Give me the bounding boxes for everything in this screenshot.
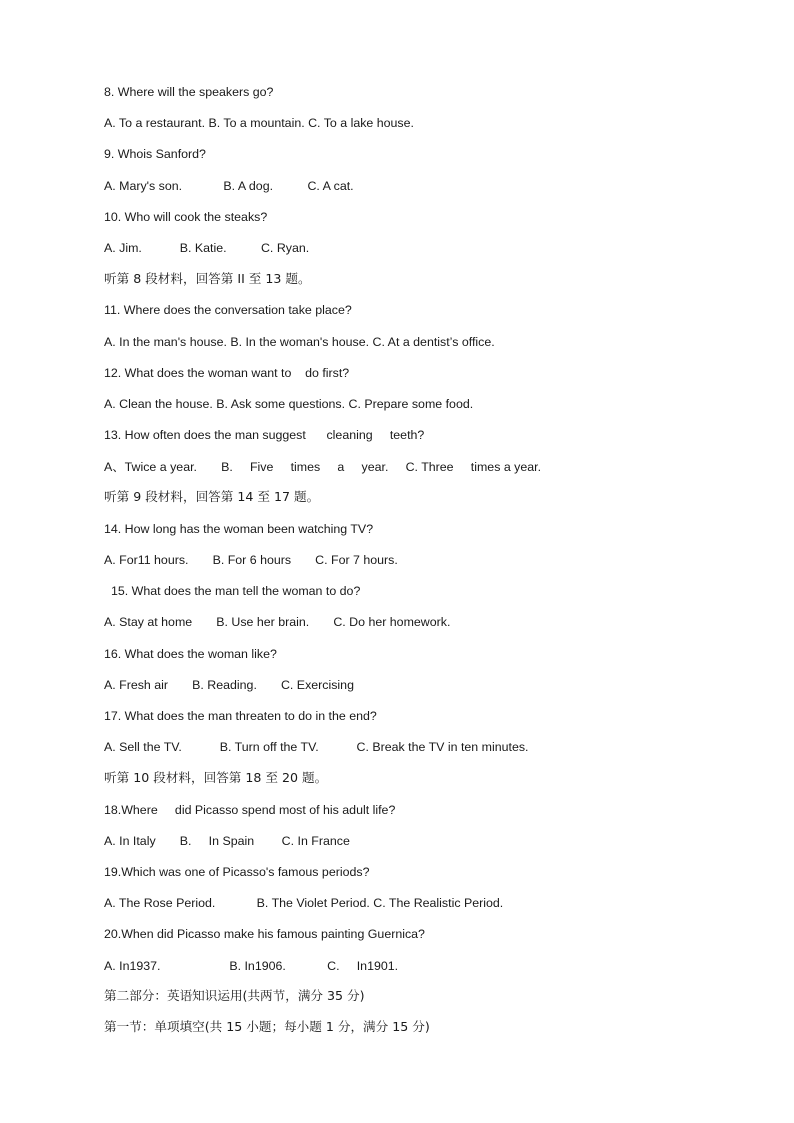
question-12: 12. What does the woman want to do first? — [104, 366, 350, 380]
options-17: A. Sell the TV. B. Turn off the TV. C. Break the TV in ten minutes. — [104, 740, 529, 754]
section-one-heading: 第一节：单项填空(共 15 小题；每小题 1 分，满分 15 分) — [104, 1019, 430, 1034]
question-15: 15. What does the man tell the woman to do? — [111, 584, 361, 598]
question-18: 18.Where did Picasso spend most of his adult life? — [104, 803, 396, 817]
section-instruction-9: 听第 9 段材料，回答第 14 至 17 题。 — [104, 489, 320, 504]
question-14: 14. How long has the woman been watching TV? — [104, 522, 374, 536]
question-19: 19.Which was one of Picasso's famous periods? — [104, 865, 370, 879]
options-10: A. Jim. B. Katie. C. Ryan. — [104, 241, 310, 255]
options-14: A. For11 hours. B. For 6 hours C. For 7 hours. — [104, 553, 398, 567]
options-16: A. Fresh air B. Reading. C. Exercising — [104, 678, 354, 692]
question-16: 16. What does the woman like? — [104, 647, 277, 661]
section-instruction-8: 听第 8 段材料，回答第 II 至 13 题。 — [104, 271, 311, 286]
options-9: A. Mary's son. B. A dog. C. A cat. — [104, 179, 354, 193]
options-20: A. In1937. B. In1906. C. In1901. — [104, 959, 399, 973]
options-19: A. The Rose Period. B. The Violet Period. C. The Realistic Period. — [104, 896, 504, 910]
question-13: 13. How often does the man suggest cleaning teeth? — [104, 428, 425, 442]
question-11: 11. Where does the conversation take place? — [104, 303, 352, 317]
question-10: 10. Who will cook the steaks? — [104, 210, 268, 224]
question-9: 9. Whois Sanford? — [104, 147, 206, 161]
options-12: A. Clean the house. B. Ask some questions. C. Prepare some food. — [104, 397, 474, 411]
options-8: A. To a restaurant. B. To a mountain. C. To a lake house. — [104, 116, 414, 130]
options-11: A. In the man's house. B. In the woman's house. C. At a dentist’s office. — [104, 335, 495, 349]
options-15: A. Stay at home B. Use her brain. C. Do her homework. — [104, 615, 451, 629]
options-13: A、Twice a year. B. Five times a year. C. Three times a year. — [104, 460, 542, 474]
question-20: 20.When did Picasso make his famous painting Guernica? — [104, 927, 425, 941]
question-17: 17. What does the man threaten to do in the end? — [104, 709, 377, 723]
question-8: 8. Where will the speakers go? — [104, 85, 274, 99]
part-two-heading: 第二部分：英语知识运用(共两节，满分 35 分) — [104, 988, 365, 1003]
options-18: A. In Italy B. In Spain C. In France — [104, 834, 350, 848]
section-instruction-10: 听第 10 段材料，回答第 18 至 20 题。 — [104, 770, 328, 785]
